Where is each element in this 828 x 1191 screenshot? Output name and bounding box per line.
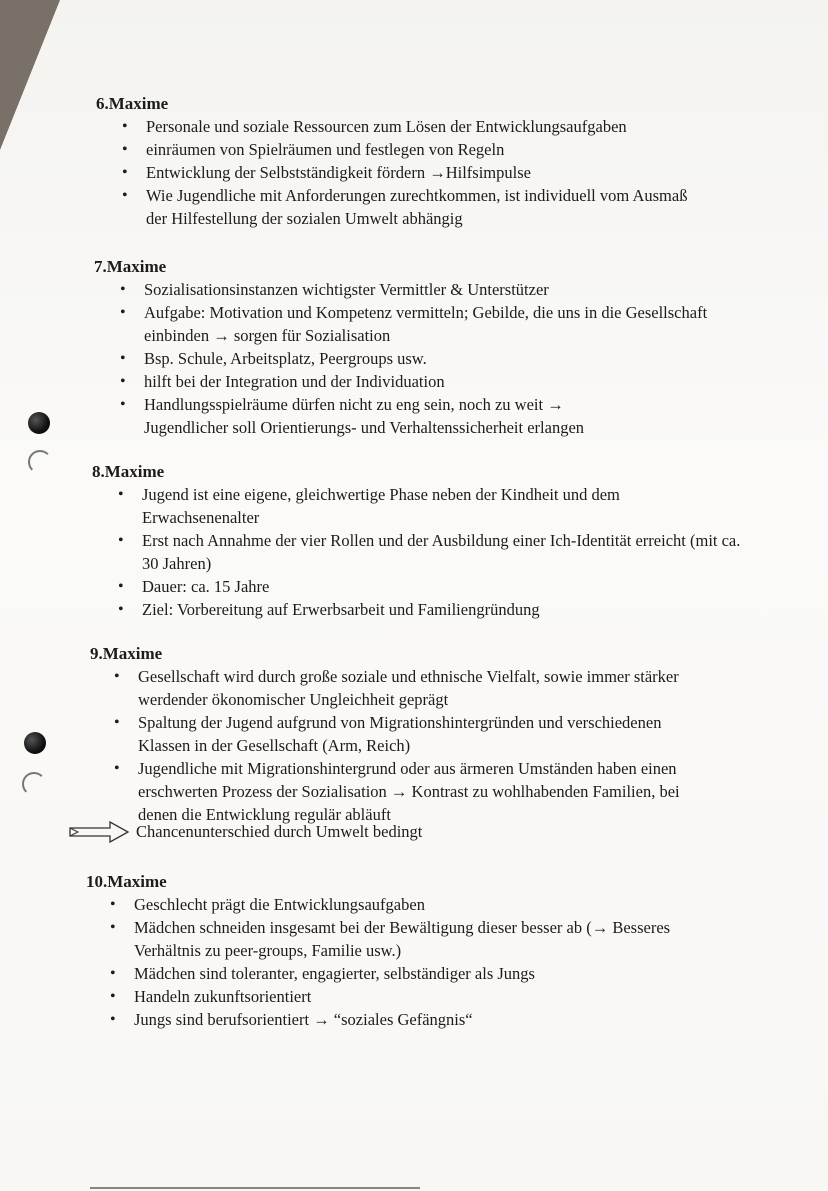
bullet-list (114, 483, 742, 621)
list-item: • Personale und soziale Ressourcen zum Lösen der Entwicklungsaufgaben (118, 115, 736, 138)
list-item: • Sozialisationsinstanzen wichtigster Vermittler & Unterstützer (116, 278, 734, 301)
list-item: • Handeln zukunftsorientiert (106, 985, 736, 1008)
list-item: • Aufgabe: Motivation und Kompetenz vermitteln; Gebilde, die uns in die Gesellschaft einbinden → sorgen für Sozialisation (116, 301, 714, 347)
section-heading: 7.Maxime (94, 257, 167, 276)
list-item: • Erst nach Annahme der vier Rollen und der Ausbildung einer Ich-Identität erreicht (mit ca. 30 Jahren) (114, 529, 742, 575)
list-item: • Handlungsspielräume dürfen nicht zu eng sein, noch zu weit → Jugendlicher soll Orientierungs- und Verhaltenssicherheit erlangen (116, 393, 644, 439)
section-maxime-6 (96, 92, 736, 230)
punch-hole-icon (24, 732, 46, 754)
bullet-list (116, 278, 734, 439)
section-maxime-9 (90, 642, 730, 826)
section-maxime-10 (86, 870, 736, 1031)
list-item: • Gesellschaft wird durch große soziale und ethnische Vielfalt, sowie immer stärker werdender ökonomischer Ungleichheit geprägt (110, 665, 683, 711)
list-item: • Jugend ist eine eigene, gleichwertige Phase neben der Kindheit und dem Erwachsenenalter (114, 483, 717, 529)
list-item: • Jugendliche mit Migrationshintergrund oder aus ärmeren Umständen haben einen erschwerten Prozess der Sozialisation → Kontrast zu wohlhabenden Familien, bei denen die Entwicklung regulär abläuft (110, 757, 713, 826)
list-item: • hilft bei der Integration und der Individuation (116, 370, 734, 393)
list-item: • einräumen von Spielräumen und festlegen von Regeln (118, 138, 736, 161)
punch-hole-ring-icon (22, 772, 46, 796)
punch-hole-ring-icon (28, 450, 52, 474)
list-item: • Wie Jugendliche mit Anforderungen zurechtkommen, ist individuell vom Ausmaß der Hilfestellung der sozialen Umwelt abhängig (118, 184, 706, 230)
conclusion-text: Chancenunterschied durch Umwelt bedingt (136, 822, 423, 841)
list-item: • Bsp. Schule, Arbeitsplatz, Peergroups usw. (116, 347, 734, 370)
outline-right-arrow-icon (68, 820, 130, 844)
section-maxime-8 (92, 460, 742, 621)
conclusion-line (68, 820, 508, 843)
page-edge-line (90, 1187, 420, 1189)
punch-hole-icon (28, 412, 50, 434)
page-corner-shadow (0, 0, 60, 150)
section-maxime-7 (94, 255, 734, 439)
list-item: • Dauer: ca. 15 Jahre (114, 575, 742, 598)
list-item: • Jungs sind berufsorientiert → “soziales Gefängnis“ (106, 1008, 736, 1031)
bullet-list (118, 115, 736, 230)
section-heading: 10.Maxime (86, 872, 167, 891)
bullet-list (110, 665, 730, 826)
section-heading: 8.Maxime (92, 462, 165, 481)
list-item: • Geschlecht prägt die Entwicklungsaufgaben (106, 893, 736, 916)
list-item: • Mädchen schneiden insgesamt bei der Bewältigung dieser besser ab (→ Besseres Verhältnis zu peer-groups, Familie usw.) (106, 916, 714, 962)
list-item: • Ziel: Vorbereitung auf Erwerbsarbeit und Familiengründung (114, 598, 742, 621)
section-heading: 9.Maxime (90, 644, 163, 663)
list-item: • Spaltung der Jugend aufgrund von Migrationshintergründen und verschiedenen Klassen in der Gesellschaft (Arm, Reich) (110, 711, 668, 757)
list-item: • Mädchen sind toleranter, engagierter, selbständiger als Jungs (106, 962, 736, 985)
bullet-list (106, 893, 736, 1031)
list-item: • Entwicklung der Selbstständigkeit fördern →Hilfsimpulse (118, 161, 736, 184)
section-heading: 6.Maxime (96, 94, 169, 113)
